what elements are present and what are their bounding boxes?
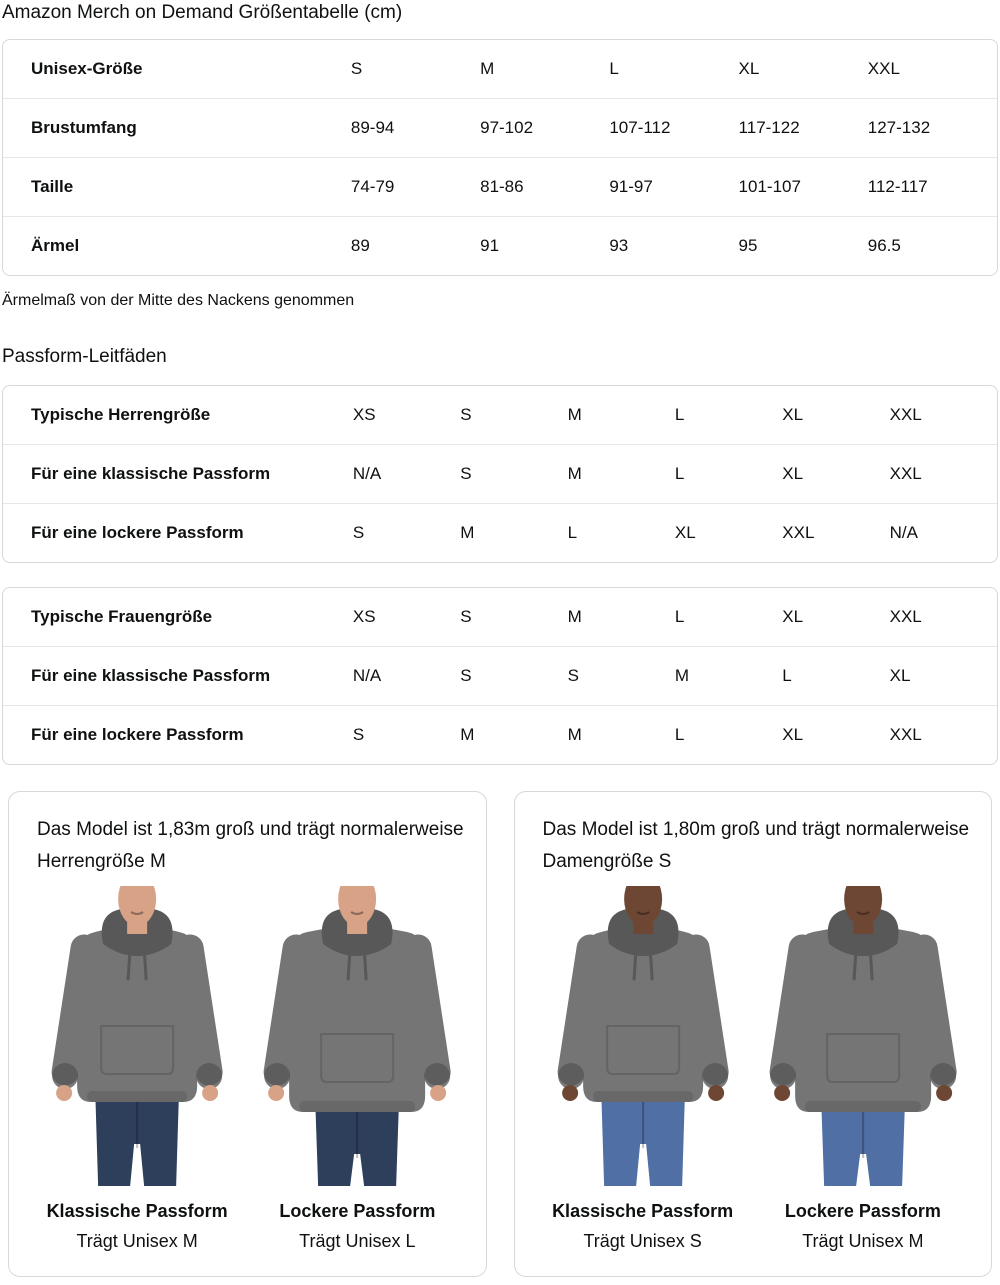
size-cell: XXL	[782, 504, 889, 563]
size-cell: S	[460, 607, 472, 626]
size-table	[3, 40, 997, 275]
size-cell: M	[567, 405, 582, 424]
table-row	[3, 588, 997, 647]
size-cell: L	[675, 706, 782, 765]
size-cell: 81-86	[480, 158, 609, 217]
female-model-hoodie-loose-photo	[753, 886, 973, 1186]
worn-size-label: Trägt Unisex S	[583, 1231, 702, 1251]
row-label: Typische Frauengröße	[31, 607, 213, 626]
size-cell: XXL	[867, 59, 900, 78]
table-row	[3, 99, 997, 158]
table-row	[3, 445, 997, 504]
size-cell: 91-97	[609, 158, 738, 217]
size-cell: S	[460, 405, 472, 424]
size-cell: XL	[782, 405, 804, 424]
model-card-heading: Das Model ist 1,80m groß und trägt normalerweise Damengröße S	[542, 819, 970, 872]
size-cell: 74-79	[351, 158, 480, 217]
size-cell: S	[460, 445, 567, 504]
size-cell: XL	[782, 445, 889, 504]
row-label: Taille	[3, 158, 351, 217]
size-cell: M	[568, 445, 675, 504]
mens-model-card	[8, 791, 487, 1277]
size-cell: L	[782, 647, 889, 706]
row-label: Unisex-Größe	[31, 59, 143, 78]
table-row	[3, 647, 997, 706]
row-label: Für eine klassische Passform	[3, 445, 353, 504]
fit-type-label: Lockere Passform	[279, 1201, 436, 1221]
size-cell: 89-94	[351, 99, 480, 158]
size-cell: XXL	[889, 405, 922, 424]
size-cell: XL	[782, 706, 889, 765]
table-row	[3, 40, 997, 99]
figures-row	[27, 886, 468, 1252]
womens-fit-table-card	[2, 587, 998, 765]
size-table	[3, 588, 997, 764]
model-figure	[753, 886, 973, 1252]
model-photo-cards	[8, 791, 992, 1277]
row-label: Typische Herrengröße	[31, 405, 211, 424]
model-figure	[247, 886, 467, 1252]
model-figure	[533, 886, 753, 1252]
size-cell: 96.5	[868, 217, 997, 276]
table-row	[3, 158, 997, 217]
male-model-hoodie-loose-photo	[247, 886, 467, 1186]
size-cell: S	[353, 504, 460, 563]
size-cell: N/A	[353, 445, 460, 504]
fit-type-label: Klassische Passform	[46, 1201, 228, 1221]
size-cell: L	[674, 607, 685, 626]
size-cell: 93	[609, 217, 738, 276]
page-title: Amazon Merch on Demand Größentabelle (cm)	[2, 2, 403, 23]
size-cell: XXL	[890, 445, 997, 504]
size-cell: XS	[352, 405, 376, 424]
size-cell: M	[460, 706, 567, 765]
size-cell: XL	[890, 647, 997, 706]
size-cell: L	[675, 445, 782, 504]
size-cell: S	[353, 706, 460, 765]
figures-row	[533, 886, 974, 1252]
womens-model-card	[514, 791, 993, 1277]
size-cell: M	[675, 647, 782, 706]
row-label: Für eine klassische Passform	[3, 647, 353, 706]
worn-size-label: Trägt Unisex L	[299, 1231, 416, 1251]
fit-type-label: Klassische Passform	[552, 1201, 734, 1221]
table-row	[3, 504, 997, 563]
row-label: Für eine lockere Passform	[3, 706, 353, 765]
mens-fit-table-card	[2, 385, 998, 563]
fit-type-label: Lockere Passform	[784, 1201, 941, 1221]
size-cell: 95	[739, 217, 868, 276]
size-cell: 117-122	[739, 99, 868, 158]
model-card-heading: Das Model ist 1,83m groß und trägt normalerweise Herrengröße M	[37, 819, 464, 872]
worn-size-label: Trägt Unisex M	[802, 1231, 924, 1251]
size-cell: L	[674, 405, 685, 424]
table-row	[3, 386, 997, 445]
size-cell: XXL	[889, 607, 922, 626]
size-cell: 112-117	[868, 158, 997, 217]
size-cell: 91	[480, 217, 609, 276]
worn-size-label: Trägt Unisex M	[76, 1231, 198, 1251]
row-label: Brustumfang	[3, 99, 351, 158]
size-cell: M	[460, 504, 567, 563]
table-row	[3, 706, 997, 765]
size-cell: S	[350, 59, 363, 78]
size-cell: XS	[352, 607, 376, 626]
size-cell: XL	[675, 504, 782, 563]
size-cell: M	[567, 607, 582, 626]
fit-guides-heading: Passform-Leitfäden	[2, 346, 167, 367]
female-model-hoodie-classic-photo	[533, 886, 753, 1186]
size-cell: 89	[351, 217, 480, 276]
size-cell: 97-102	[480, 99, 609, 158]
model-figure	[27, 886, 247, 1252]
row-label: Für eine lockere Passform	[3, 504, 353, 563]
table-row	[3, 217, 997, 276]
unisex-size-table-card	[2, 39, 998, 276]
size-cell: XL	[782, 607, 804, 626]
spacer	[0, 563, 1000, 587]
size-cell: N/A	[353, 647, 460, 706]
male-model-hoodie-classic-photo	[27, 886, 247, 1186]
row-label: Ärmel	[3, 217, 351, 276]
size-cell: S	[568, 647, 675, 706]
size-cell: 127-132	[868, 99, 997, 158]
sleeve-measure-note: Ärmelmaß von der Mitte des Nackens genommen	[2, 292, 355, 309]
size-cell: N/A	[890, 504, 997, 563]
size-cell: XL	[738, 59, 760, 78]
size-cell: S	[460, 647, 567, 706]
size-cell: 107-112	[609, 99, 738, 158]
size-cell: M	[568, 706, 675, 765]
size-cell: XXL	[890, 706, 997, 765]
size-cell: M	[480, 59, 495, 78]
size-cell: 101-107	[739, 158, 868, 217]
size-table	[3, 386, 997, 562]
size-cell: L	[568, 504, 675, 563]
size-cell: L	[609, 59, 619, 78]
